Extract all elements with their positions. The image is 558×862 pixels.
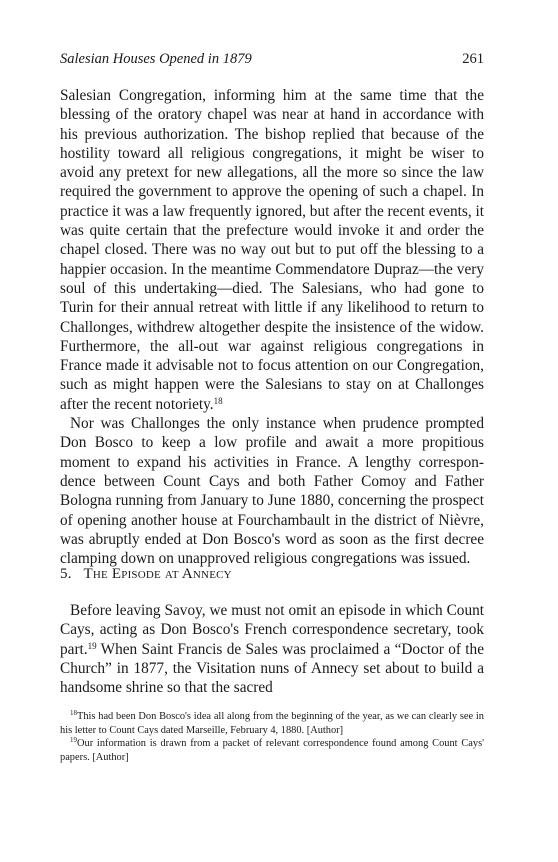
footnote-mark-18: 18: [70, 709, 77, 717]
section-paragraph: [60, 601, 484, 697]
paragraph-1-text: Salesian Congregation, informing him at the same time that the blessing of the oratory chapel was near at hand in accordance with his previous authorization. The bishop replied that because of the hostility toward all religious congregations, it might be wiser to avoid any pretext for new allegations, all the more so since the law required the government to approve the opening of such a chapel. In practice it was a law frequently ignored, but after the recent events, it was quite certain that the prefecture would invoke it and order the chapel closed. There was no way out but to put off the blessing to a happier occasion. In the meantime Commendatore Dupraz—the very soul of this undertaking—died. The Salesians, who had gone to Turin for their annual retreat with little if any likelihood to return to Challonges, withdrew altogether despite the insistence of the widow. Furthermore, the all-out war against religious congregations in France made it advisable not to focus attention on our Congregation, such as might happen were the Salesians to stay on at Challonges after the recent notoriety.: [60, 87, 484, 413]
section-title: The Episode at Annecy: [83, 566, 232, 582]
footnote-18-text: This had been Don Bosco's idea all along from the beginning of the year, as we can clearly see in his letter to Count Cays dated Marseille, February 4, 1880. [Author]: [60, 711, 484, 736]
footnote-ref-18: 18: [213, 395, 223, 406]
paragraph-1: [60, 86, 484, 414]
running-head: [60, 51, 484, 73]
section-paragraph-text-a: Before leaving Savoy, we must not omit an episode in which Count Cays, acting as Don Bosco's French correspondence secretary, took part.: [60, 602, 484, 658]
footnote-18: [60, 710, 484, 737]
section-number: 5.: [60, 566, 72, 582]
section-body: [60, 601, 484, 697]
footnote-mark-19: 19: [70, 736, 77, 744]
page-number: 261: [462, 51, 484, 67]
footnotes: [60, 710, 484, 764]
body-text: [60, 86, 484, 568]
paragraph-2-text: Nor was Challonges the only instance when prudence prompted Don Bosco to keep a low profile and await a more propitious moment to expand his activities in France. A lengthy correspon-dence between Count Cays and both Father Comoy and Father Bologna running from January to June 1880, concerning the prospect of opening another house at Fourchambault in the district of Nièvre, was abruptly ended at Don Bosco's word as soon as the first decree clamping down on unapproved religious congregations was issued.: [60, 415, 484, 568]
footnote-19-text: Our information is drawn from a packet of relevant correspondence found among Count Cays' papers. [Author]: [60, 738, 484, 763]
footnote-ref-19: 19: [87, 640, 97, 651]
section-paragraph-text-b: When Saint Francis de Sales was proclaimed a “Doctor of the Church” in 1877, the Visitation nuns of Annecy set about to build a handsome shrine so that the sacred: [60, 640, 484, 697]
paragraph-2: [60, 414, 484, 568]
running-title: Salesian Houses Opened in 1879: [60, 51, 252, 67]
section-heading: [60, 566, 484, 583]
footnote-19: [60, 737, 484, 764]
